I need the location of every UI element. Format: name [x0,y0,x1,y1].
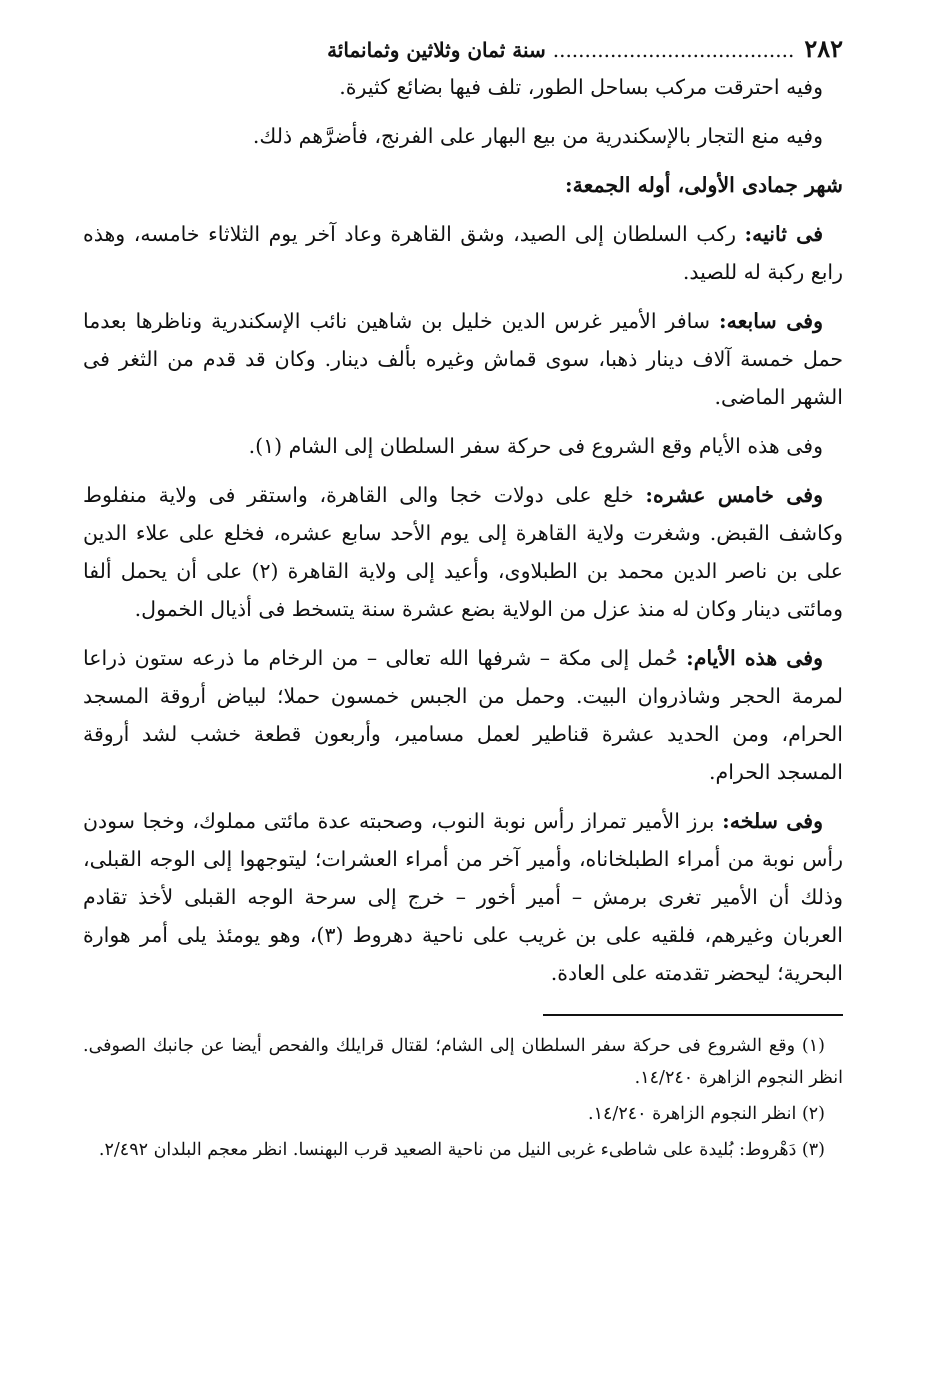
book-page [83,34,843,1170]
entry-mecca-shipment [83,639,843,791]
entry-lead: وفى خامس عشره: [645,483,823,507]
paragraph-ship-fire: وفيه احترقت مركب بساحل الطور، تلف فيها بضائع كثيرة. [339,75,823,99]
entry-text: خلع على دولات خجا والى القاهرة، واستقر فى ولاية منفلوط وكاشف القبض. وشغرت ولاية القاهرة إلى يوم الأحد سابع عشره، فخلع على علاء الدين على بن ناصر الدين محمد بن الطبلاوى، وأعيد إلى ولاية القاهرة (٢) على أن يحمل ألفا ومائتى دينار وكان له منذ عزل من الولاية بضع عشرة سنة يتسخط فى أذيال الخمول. [83,483,843,621]
running-header [83,34,843,68]
entry-journey-preparation [83,427,843,465]
page-number: ٢٨٢ [804,34,843,63]
entry-text: ركب السلطان إلى الصيد، وشق القاهرة وعاد آخر يوم الثلاثاء خامسه، وهذه رابع ركبة له للصيد. [83,222,843,284]
month-heading: شهر جمادى الأولى، أوله الجمعة: [565,173,843,197]
entry-seventh-day [83,302,843,416]
entry-lead: وفى سابعه: [719,309,824,333]
footnotes [83,1030,843,1166]
entry-second-day [83,215,843,291]
entry-month-end [83,802,843,992]
entry-text: حُمل إلى مكة – شرفها الله تعالى – من الرخام ما ذرعه ستون ذراعا لمرمة الحجر وشاذروان البيت. وحمل من الجبس خمسون حملا؛ لبياض أروقة المسجد الحرام، ومن الحديد عشرة قناطير لعمل مسامير، وأربعون قطعة خشب لشد أروقة المسجد الحرام. [83,646,843,784]
footnote-1: (١) وقع الشروع فى حركة سفر السلطان إلى الشام؛ لقتال قرايلك والفحص أيضا عن جانبك الصوفى. انظر النجوم الزاهرة ١٤/٢٤٠. [83,1036,843,1088]
entry-lead: فى ثانيه: [744,222,823,246]
header-year-title: سنة ثمان وثلاثين وثمانمائة [327,38,546,62]
paragraph-spice-trade: وفيه منع التجار بالإسكندرية من بيع البهار على الفرنج، فأضرَّهم ذلك. [252,124,823,148]
main-text [83,68,843,992]
header-dot-leader: ...................................... [552,38,795,62]
footnote-3: (٣) دَهْروط: بُليدة على شاطىء غربى النيل من ناحية الصعيد قرب البهنسا. انظر معجم البلدان ٢/٤٩٢. [98,1140,825,1160]
entry-text: وفى هذه الأيام وقع الشروع فى حركة سفر السلطان إلى الشام (١). [248,434,823,458]
entry-lead: وفى هذه الأيام: [686,646,823,670]
footnote-2: (٢) انظر النجوم الزاهرة ١٤/٢٤٠. [588,1104,825,1124]
entry-lead: وفى سلخه: [722,809,823,833]
entry-text: سافر الأمير غرس الدين خليل بن شاهين نائب الإسكندرية وناظرها بعدما حمل خمسة آلاف دينار ذهبا، سوى قماش وغيره بألف دينار. وكان قد قدم من الثغر فى الشهر الماضى. [83,309,843,409]
entry-text: برز الأمير تمراز رأس نوبة النوب، وصحبته عدة مائتى مملوك، وخجا سودن رأس نوبة من أمراء الطبلخاناه، وأمير آخر من أمراء العشرات؛ ليتوجهوا إلى الوجه القبلى، وذلك أن الأمير تغرى برمش – أمير أخور – خرج إلى سرحة الوجه القبلى لأخذ تقادم العربان وغيرهم، فلقيه على بن غريب على ناحية دهروط (٣)، وهو يومئذ يلى أمر هوارة البحرية؛ ليحضر تقدمته على العادة. [83,809,843,985]
running-header-title [83,38,794,62]
entry-fifteenth-day [83,476,843,628]
footnote-divider [543,1014,843,1016]
